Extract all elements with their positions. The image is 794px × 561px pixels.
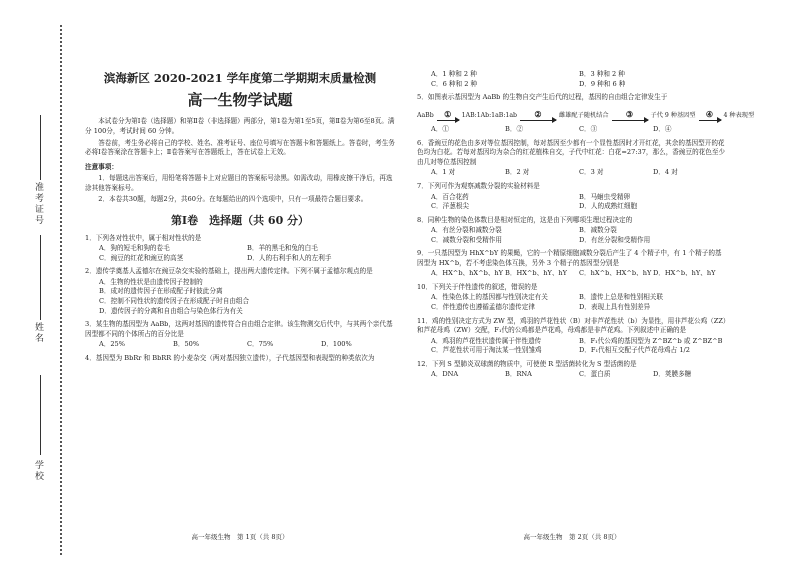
intro-paragraph-2: 答卷前，考生务必将自己的学校、姓名、准考证号、座位号填写在答题卡和答题纸上。答卷时，考生务必将Ⅰ卷答案涂在答题卡上；Ⅱ卷答案写在答题纸上，答在试卷上无效。 (85, 138, 395, 157)
xx-label: 学校 (33, 460, 43, 482)
left-page (85, 70, 395, 364)
option-b: B．减数分裂 (579, 226, 617, 235)
question-stem: 2．遗传学奠基人孟德尔在豌豆杂交实验的基础上，提出两大遗传定律。下列不属于孟德尔观点的是 (85, 267, 373, 276)
option-a: A．DNA (431, 370, 459, 379)
option-c: C．豌豆的红花和豌豆的高茎 (99, 253, 184, 262)
option-b: B．遗传上总是和性别相关联 (579, 293, 663, 302)
question-stem: 7．下列可作为观察减数分裂的实验材料是 (417, 181, 540, 190)
option-a: A．25% (99, 340, 126, 349)
option-b: B．成对的遗传因子在形成配子时彼此分离 (99, 287, 223, 296)
zkzh-fill-line (40, 115, 41, 180)
option-d: D．表现上具有性别差异 (579, 302, 651, 311)
option-a: A．性染色体上的基因都与性别决定有关 (431, 293, 548, 302)
option-b: B．50% (173, 340, 200, 349)
arrow-icon (520, 120, 556, 121)
diagram-start: AaBb (417, 112, 434, 120)
option-c: C．③ (579, 125, 598, 134)
diagram-step-1: 1AB:1Ab:1aB:1ab (461, 112, 518, 120)
question-stem: 1．下列各对性状中，属于相对性状的是 (85, 233, 202, 242)
diagram-mark-3: ③ (625, 108, 634, 119)
option-a: A．1 种和 2 种 (431, 70, 477, 78)
page-footer-right: 高一年级生物 第 2页（共 8页） (523, 533, 621, 541)
note-1: 1．每题选出答案后，用铅笔将答题卡上对应题目的答案标号涂黑。如需改动，用橡皮擦干净后，再选涂其他答案标号。 (85, 174, 393, 192)
question-7 (417, 182, 727, 212)
option-d: D．④ (653, 125, 672, 134)
binding-strip (0, 0, 70, 561)
section-title: 第Ⅰ卷 选择题（共 60 分） (170, 213, 310, 227)
option-b: B．羊的黑毛和兔的白毛 (247, 244, 318, 253)
subject-title: 高一生物学试题 (187, 90, 293, 109)
binding-dotted-line (60, 25, 62, 555)
diagram-step-4: 4 种表现型 (723, 112, 755, 120)
question-2 (85, 267, 395, 316)
right-page (417, 70, 755, 380)
arrow-icon (437, 120, 459, 121)
option-d: D．100% (321, 340, 352, 349)
option-b: B．RNA (505, 370, 532, 379)
diagram-mark-1: ① (444, 108, 452, 119)
option-a: A．生物的性状是由遗传因子控制的 (99, 277, 203, 286)
option-c: C．芦花性状可用于淘汰某一性别雏鸡 (431, 346, 542, 355)
xm-fill-line (40, 235, 41, 320)
arrow-icon (699, 120, 721, 121)
notes-title: 注意事项： (85, 162, 118, 171)
page-footer-left: 高一年级生物 第 1页（共 8页） (191, 533, 289, 541)
option-d: D．人的成熟红细胞 (579, 202, 638, 211)
option-c: C．hX^b、HX^b、hY (579, 269, 652, 278)
option-c: C．伴性遗传也遵循孟德尔遗传定律 (431, 302, 535, 311)
intro-paragraph-1: 本试卷分为第Ⅰ卷（选择题）和第Ⅱ卷（非选择题）两部分，第1卷为第1至5页，第Ⅱ卷为第6至8页。满分 100分，考试时间 60 分钟。 (85, 117, 395, 135)
option-c: C．控制不同性状的遗传因子在形成配子时自由组合 (99, 297, 250, 306)
question-12 (417, 360, 727, 380)
question-5 (417, 93, 755, 135)
option-c: C．蛋白质 (579, 370, 611, 379)
note-2: 2．本卷共30题，每题2分，共60分。在每题给出的四个选项中，只有一项最符合题目要求。 (98, 195, 368, 204)
question-11 (417, 317, 727, 356)
option-a: A．有丝分裂和减数分裂 (431, 226, 502, 235)
question-6 (417, 139, 727, 178)
question-stem: 6．香豌豆的花色由多对等位基因控制，每对基因至少都有一个显性基因时才开红花，其余的基因型开的花色均为白花。若每对基因均为杂合的红花植株自交，子代中红花：白花=27:37，那么，香豌豆的花色至少由几对等位基因控制 (417, 138, 726, 166)
option-a: A．HX^b、hX^b、hY (431, 269, 504, 278)
option-b: B．② (505, 125, 524, 134)
question-stem: 8．同种生物的染色体数目是相对恒定的，这是由下列哪项生理过程决定的 (417, 215, 633, 224)
option-b: B．马蛔虫受精卵 (579, 192, 631, 201)
question-stem: 10．下列关于伴性遗传的叙述，错误的是 (417, 282, 538, 291)
option-a: A．① (431, 125, 449, 134)
option-d: D．9 种和 6 种 (579, 79, 626, 88)
question-stem: 12．下列 S 型肺炎双球菌的物质中，可使使 R 型活菌转化为 S 型活菌的是 (417, 359, 637, 368)
diagram-mark-4: ④ (705, 108, 714, 119)
option-b: B．2 对 (505, 168, 530, 177)
option-b: B．F₁代公鸡的基因型为 Z^BZ^b 或 Z^BZ^B (579, 336, 723, 345)
diagram-mark-2: ② (534, 108, 542, 119)
option-c: C．减数分裂和受精作用 (431, 235, 502, 244)
question-9 (417, 249, 727, 279)
question-stem: 5．如图表示基因型为 AaBb 的生物自交产生后代的过程，基因的自由组合定律发生于 (417, 93, 668, 102)
option-c: C．6 种和 2 种 (431, 79, 478, 88)
diagram-step-2: 雌雄配子随机结合 (559, 112, 609, 120)
question-stem: 4．基因型为 BbRr 和 BbRR 的小麦杂交（两对基因独立遗传），子代基因型和表现型的种类依次为 (85, 353, 375, 362)
question-10 (417, 283, 727, 313)
option-d: D．荚膜多糖 (653, 370, 692, 379)
question-1 (85, 234, 395, 264)
question-4 (85, 354, 395, 364)
option-d: D．人的右利手和人的左利手 (247, 253, 332, 262)
option-d: D．4 对 (653, 168, 678, 177)
option-a: A．1 对 (431, 168, 456, 177)
option-c: C．洋葱根尖 (431, 202, 470, 211)
option-a: A．百合花药 (431, 192, 469, 201)
option-c: C．3 对 (579, 168, 604, 177)
question-8 (417, 216, 727, 246)
option-b: B．HX^b、hY、hY (505, 269, 568, 278)
diagram-step-3: 子代 9 种基因型 (650, 112, 696, 120)
option-d: D．有丝分裂和受精作用 (579, 235, 651, 244)
xx-fill-line (40, 375, 41, 455)
question-stem: 9．一只基因型为 HhX^bY 的果蝇，它的一个精原细胞减数分裂后产生了 4 个精子中，有 1 个精子的基因型为 HX^b，若不考虑染色体互换，另外 3 个精子的基因型分别是 (417, 249, 722, 267)
xm-label: 姓名 (33, 322, 43, 344)
option-d: D．HX^b、hY、hY (653, 269, 716, 278)
option-b: B．3 种和 2 种 (579, 70, 625, 78)
option-a: A．狗的短毛和狗的卷毛 (99, 244, 170, 253)
question-stem: 3．某生物的基因型为 AaBb，这两对基因的遗传符合自由组合定律。该生物测交后代中，与其两个亲代基因型都不同的个体所占的百分比是 (85, 320, 393, 338)
question-stem: 11．鸡的性别决定方式为 ZW 型，鸡羽的芦花性状（B）对非芦花性状（b）为显性，用非芦花公鸡（ZZ）和芦花母鸡（ZW）交配，F₁代的公鸡都是芦花鸡，母鸡都是非芦花鸡。下列叙述中正确的是 (417, 316, 727, 335)
zkzh-label: 准考证号 (33, 182, 43, 226)
question-4-options (417, 70, 727, 89)
option-d: D．遗传因子的分离和自由组合与染色体行为有关 (99, 306, 243, 315)
option-c: C．75% (247, 340, 274, 349)
arrow-icon (612, 120, 648, 121)
process-diagram (417, 108, 755, 122)
option-a: A．鸡羽的芦花性状遗传属于伴性遗传 (431, 336, 542, 345)
option-d: D．F₁代相互交配子代芦花母鸡占 1/2 (579, 346, 690, 355)
question-3 (85, 320, 395, 350)
exam-title: 滨海新区 2020-2021 学年度第二学期期末质量检测 (103, 71, 377, 85)
